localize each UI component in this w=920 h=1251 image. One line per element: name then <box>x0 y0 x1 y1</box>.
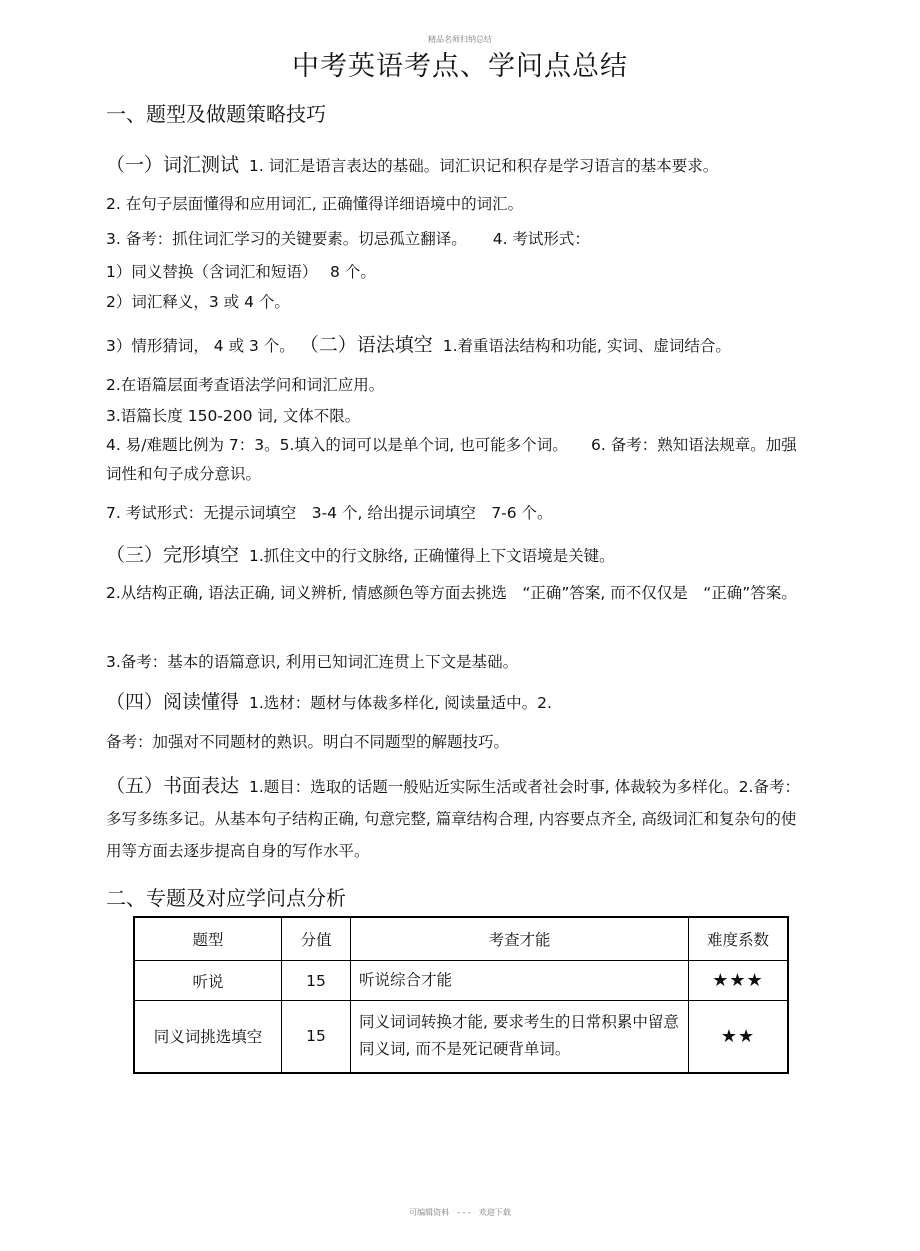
page-header-watermark: 精品名师归纳总结 <box>428 35 492 44</box>
cell-ability: 同义词词转换才能, 要求考生的日常积累中留意同义词, 而不是死记硬背单词。 <box>351 1001 689 1073</box>
cell-score: 15 <box>282 1001 351 1073</box>
reading-point-2: 备考：加强对不同题材的熟识。明白不同题型的解题技巧。 <box>106 733 510 751</box>
writing-section-block <box>106 770 806 867</box>
grammar-point-3: 3.语篇长度 150-200 词, 文体不限。 <box>106 407 361 425</box>
col-header-score: 分值 <box>282 917 351 961</box>
cloze-point-3: 3.备考：基本的语篇意识, 利用已知词汇连贯上下文是基础。 <box>106 653 519 671</box>
page-footer: 可编辑资料 - - - 欢迎下载 <box>409 1208 511 1217</box>
section-2-heading: 二、专题及对应学问点分析 <box>106 886 346 910</box>
cell-difficulty-stars: ★★★ <box>689 961 789 1001</box>
vocab-form-3: 3）情形猜词， 4 或 3 个。 <box>106 337 295 355</box>
vocab-section-line <box>106 150 718 177</box>
col-header-type: 题型 <box>134 917 282 961</box>
document-title: 中考英语考点、学问点总结 <box>292 51 628 82</box>
grammar-section-line <box>106 330 731 357</box>
reading-section-line <box>106 687 552 714</box>
cloze-section-line <box>106 540 615 567</box>
writing-points: 1.题目：选取的话题一般贴近实际生活或者社会时事, 体裁较为多样化。2.备考：多写多练多记。从基本句子结构正确, 句意完整, 篇章结构合理, 内容要点齐全, 高级词汇和复杂句的使用等方面去逐步提高自身的写作水平。 <box>106 778 800 860</box>
grammar-point-1: 1.着重语法结构和功能, 实词、虚词结合。 <box>442 337 731 355</box>
grammar-point-2: 2.在语篇层面考查语法学问和词汇应用。 <box>106 376 385 394</box>
cell-type: 听说 <box>134 961 282 1001</box>
col-header-difficulty: 难度系数 <box>689 917 789 961</box>
cell-difficulty-stars: ★★ <box>689 1001 789 1073</box>
vocab-point-3: 3. 备考：抓住词汇学习的关键要素。切忌孤立翻译。 <box>106 230 467 248</box>
vocab-subheading: （一）词汇测试 <box>106 154 240 176</box>
vocab-form-1: 1）同义替换（含词汇和短语） 8 个。 <box>106 263 376 281</box>
table-header-row <box>134 917 788 961</box>
table-row <box>134 961 788 1001</box>
vocab-point-2: 2. 在句子层面懂得和应用词汇, 正确懂得详细语境中的词汇。 <box>106 195 524 213</box>
col-header-ability: 考查才能 <box>351 917 689 961</box>
table-row <box>134 1001 788 1073</box>
reading-subheading: （四）阅读懂得 <box>106 691 240 713</box>
cell-type: 同义词挑选填空 <box>134 1001 282 1073</box>
section-1-heading: 一、题型及做题策略技巧 <box>106 102 326 126</box>
knowledge-table <box>133 916 789 1074</box>
cloze-point-1: 1.抓住文中的行文脉络, 正确懂得上下文语境是关键。 <box>249 547 615 565</box>
cell-ability: 听说综合才能 <box>351 961 689 1001</box>
vocab-point-1: 1. 词汇是语言表达的基础。词汇识记和积存是学习语言的基本要求。 <box>249 157 719 175</box>
vocab-point-4: 4. 考试形式： <box>492 230 590 248</box>
writing-subheading: （五）书面表达 <box>106 775 240 797</box>
reading-point-1: 1.选材：题材与体裁多样化, 阅读量适中。2. <box>249 694 552 712</box>
vocab-point-3-line <box>106 227 590 249</box>
cloze-point-2: 2.从结构正确, 语法正确, 词义辨析, 情感颜色等方面去挑选 “正确”答案, 而不仅仅是 “正确”答案。 <box>106 584 797 602</box>
grammar-point-7: 7. 考试形式：无提示词填空 3-4 个, 给出提示词填空 7-6 个。 <box>106 504 553 522</box>
vocab-form-2: 2）词汇释义，3 或 4 个。 <box>106 293 290 311</box>
cloze-subheading: （三）完形填空 <box>106 544 240 566</box>
grammar-point-4-6: 4. 易/难题比例为 7：3。5.填入的词可以是单个词, 也可能多个词。 6. 备考：熟知语法规章。加强词性和句子成分意识。 <box>106 436 797 483</box>
grammar-subheading: （二）语法填空 <box>299 334 433 356</box>
cell-score: 15 <box>282 961 351 1001</box>
